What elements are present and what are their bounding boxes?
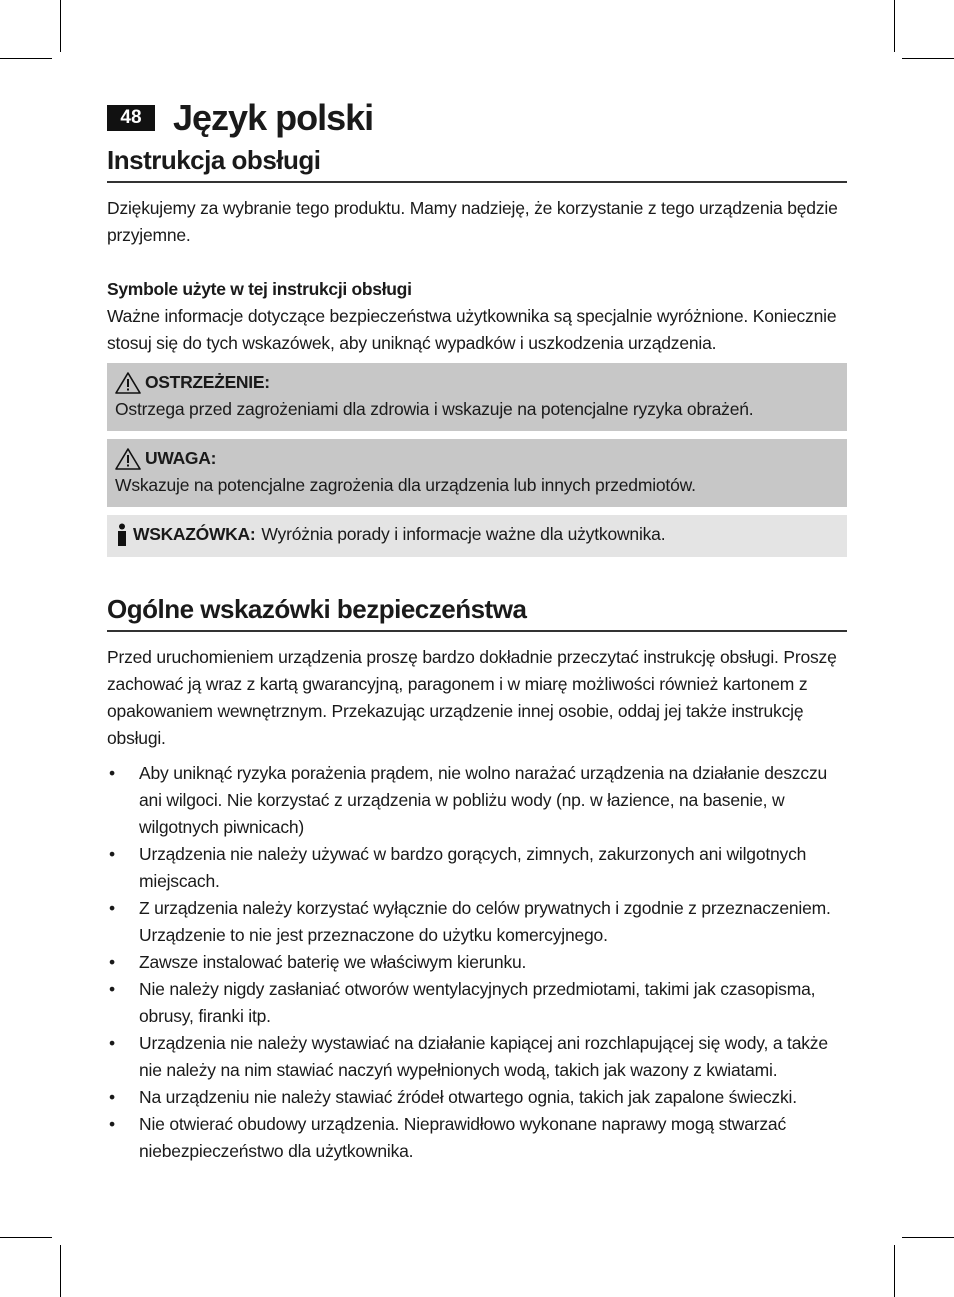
crop-mark <box>894 1245 895 1297</box>
safety-list-item: • Z urządzenia należy korzystać wyłącznie do celów prywatnych i zgodnie z przeznaczeniem. Urządzenie to nie jest przeznaczone do użytku komercyjnego. <box>107 895 847 949</box>
caution-text: Wskazuje na potencjalne zagrożenia dla urządzenia lub innych przedmiotów. <box>115 475 696 495</box>
crop-mark <box>902 1237 954 1238</box>
warning-label: OSTRZEŻENIE: <box>145 372 270 392</box>
page-number-badge: 48 <box>107 105 155 131</box>
manual-section-title: Instrukcja obsługi <box>107 144 847 183</box>
warning-head <box>115 369 839 396</box>
warning-triangle-icon <box>115 448 141 470</box>
safety-intro-text: Przed uruchomieniem urządzenia proszę bardzo dokładnie przeczytać instrukcję obsługi. Proszę zachować ją wraz z kartą gwarancyjną, paragonem i w miarę możliwości również kartonem z opakowaniem wewnętrznym. Przekazując urządzenie innej osobie, oddaj jej także instrukcję obsługi. <box>107 647 837 748</box>
safety-list <box>107 760 847 1165</box>
safety-list-item: • Urządzenia nie należy używać w bardzo gorących, zimnych, zakurzonych ani wilgotnych miejscach. <box>107 841 847 895</box>
safety-list-item: • Nie należy nigdy zasłaniać otworów wentylacyjnych przedmiotami, takimi jak czasopisma, obrusy, firanki itp. <box>107 976 847 1030</box>
safety-list-item: • Zawsze instalować baterię we właściwym kierunku. <box>107 949 847 976</box>
crop-mark <box>894 0 895 52</box>
crop-mark <box>60 1245 61 1297</box>
tip-box <box>107 515 847 557</box>
crop-mark <box>902 58 954 59</box>
symbols-text: Ważne informacje dotyczące bezpieczeństwa użytkownika są specjalnie wyróżnione. Koniecznie stosuj się do tych wskazówek, aby uniknąć wypadków i uszkodzenia urządzenia. <box>107 306 837 353</box>
crop-mark <box>0 1237 52 1238</box>
safety-list-item: • Urządzenia nie należy wystawiać na działanie kapiącej ani rozchlapującej się wody, a także nie należy na nim stawiać naczyń wypełnionych wodą, takich jak wazony z kwiatami. <box>107 1030 847 1084</box>
page-content <box>107 96 847 1165</box>
safety-list-item: • Nie otwierać obudowy urządzenia. Nieprawidłowo wykonane naprawy mogą stwarzać niebezpieczeństwo dla użytkownika. <box>107 1111 847 1165</box>
caution-head <box>115 445 839 472</box>
symbols-title: Symbole użyte w tej instrukcji obsługi <box>107 279 412 299</box>
caution-box <box>107 439 847 507</box>
warning-box <box>107 363 847 431</box>
warning-triangle-icon <box>115 372 141 394</box>
caution-label: UWAGA: <box>145 448 217 468</box>
tip-text: Wyróżnia porady i informacje ważne dla użytkownika. <box>261 524 666 544</box>
tip-line <box>115 521 839 548</box>
language-header <box>107 96 847 140</box>
language-title: Język polski <box>173 97 374 138</box>
crop-mark <box>60 0 61 52</box>
manual-intro-text: Dziękujemy za wybranie tego produktu. Mamy nadzieję, że korzystanie z tego urządzenia będzie przyjemne. <box>107 198 838 245</box>
warning-text: Ostrzega przed zagrożeniami dla zdrowia i wskazuje na potencjalne ryzyka obrażeń. <box>115 399 754 419</box>
safety-list-item: • Na urządzeniu nie należy stawiać źródeł otwartego ognia, takich jak zapalone świeczki. <box>107 1084 847 1111</box>
safety-section-title: Ogólne wskazówki bezpieczeństwa <box>107 593 847 632</box>
safety-list-item: • Aby uniknąć ryzyka porażenia prądem, nie wolno narażać urządzenia na działanie deszczu ani wilgoci. Nie korzystać z urządzenia w pobliżu wody (np. w łazience, na basenie, w wilgotnych piwnicach) <box>107 760 847 841</box>
crop-mark <box>0 58 52 59</box>
tip-label: WSKAZÓWKA: <box>133 524 256 544</box>
info-icon <box>115 523 129 547</box>
